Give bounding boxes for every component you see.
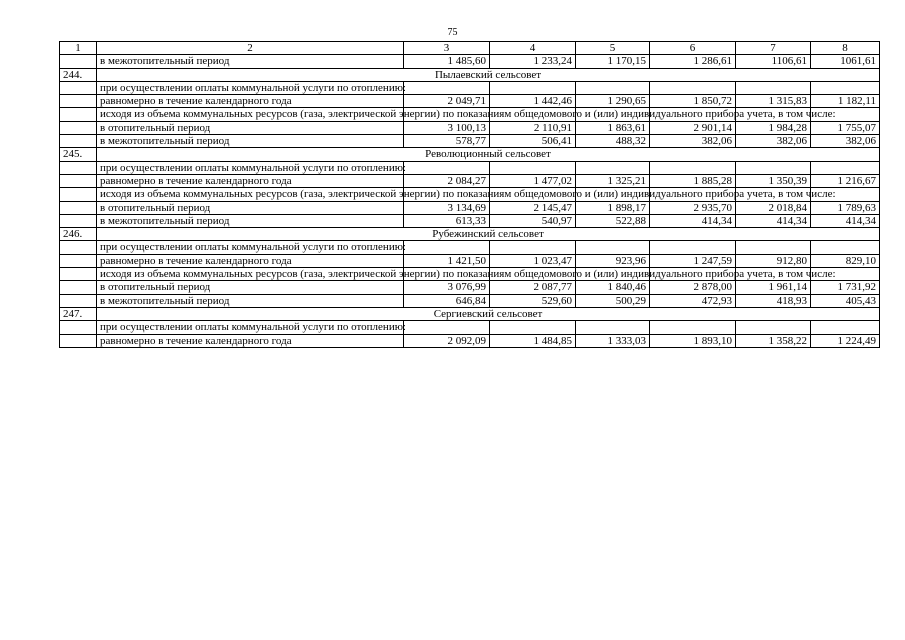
value-cell: 1 484,85: [490, 334, 576, 347]
value-cell: 912,80: [736, 254, 811, 267]
table-row: [60, 294, 880, 307]
section-number: 245.: [60, 148, 97, 161]
value-cell: 829,10: [811, 254, 880, 267]
value-cell: 1 247,59: [650, 254, 736, 267]
tariff-table: [59, 41, 880, 348]
empty-cell: [490, 81, 576, 94]
row-index: [60, 81, 97, 94]
header-cell: 8: [811, 42, 880, 55]
empty-cell: [404, 81, 490, 94]
value-cell: 646,84: [404, 294, 490, 307]
empty-cell: [576, 241, 650, 254]
table-row: [60, 108, 880, 121]
header-cell: 7: [736, 42, 811, 55]
table-row: [60, 135, 880, 148]
row-index: [60, 321, 97, 334]
row-index: [60, 135, 97, 148]
row-label: равномерно в течение календарного года: [97, 254, 404, 267]
row-description: исходя из объема коммунальных ресурсов (газа, электрической энергии) по показаниям общедомового и (или) индивидуального прибора учета, в том числе:: [97, 108, 404, 121]
table-row: [60, 55, 880, 68]
header-cell: 2: [97, 42, 404, 55]
section-number: 246.: [60, 228, 97, 241]
value-cell: 1 224,49: [811, 334, 880, 347]
section-title: Сергиевский сельсовет: [97, 307, 880, 320]
value-cell: 1 233,24: [490, 55, 576, 68]
section-header-row: [60, 68, 880, 81]
value-cell: 414,34: [650, 214, 736, 227]
value-cell: 1 731,92: [811, 281, 880, 294]
value-cell: 2 018,84: [736, 201, 811, 214]
value-cell: 418,93: [736, 294, 811, 307]
empty-cell: [404, 321, 490, 334]
table-row: [60, 268, 880, 281]
value-cell: 1 358,22: [736, 334, 811, 347]
value-cell: 1 325,21: [576, 174, 650, 187]
value-cell: 1 290,65: [576, 95, 650, 108]
value-cell: 3 100,13: [404, 121, 490, 134]
value-cell: 382,06: [736, 135, 811, 148]
row-index: [60, 334, 97, 347]
section-number: 247.: [60, 307, 97, 320]
empty-cell: [404, 161, 490, 174]
row-index: [60, 294, 97, 307]
value-cell: 1 421,50: [404, 254, 490, 267]
table-row: [60, 214, 880, 227]
empty-cell: [576, 81, 650, 94]
value-cell: 1 863,61: [576, 121, 650, 134]
value-cell: 1 350,39: [736, 174, 811, 187]
value-cell: 1106,61: [736, 55, 811, 68]
empty-cell: [650, 81, 736, 94]
empty-cell: [736, 241, 811, 254]
value-cell: 1 984,28: [736, 121, 811, 134]
value-cell: 506,41: [490, 135, 576, 148]
value-cell: 405,43: [811, 294, 880, 307]
empty-cell: [736, 81, 811, 94]
value-cell: 3 076,99: [404, 281, 490, 294]
row-label: в отопительный период: [97, 201, 404, 214]
section-header-row: [60, 307, 880, 320]
row-label: в отопительный период: [97, 121, 404, 134]
row-description: исходя из объема коммунальных ресурсов (газа, электрической энергии) по показаниям общедомового и (или) индивидуального прибора учета, в том числе:: [97, 188, 404, 201]
row-label: равномерно в течение календарного года: [97, 334, 404, 347]
value-cell: 2 935,70: [650, 201, 736, 214]
value-cell: 2 092,09: [404, 334, 490, 347]
value-cell: 1 961,14: [736, 281, 811, 294]
value-cell: 1 216,67: [811, 174, 880, 187]
row-index: [60, 174, 97, 187]
row-index: [60, 201, 97, 214]
value-cell: 488,32: [576, 135, 650, 148]
row-index: [60, 188, 97, 201]
empty-cell: [650, 321, 736, 334]
empty-cell: [576, 161, 650, 174]
page-number: 75: [447, 27, 458, 38]
row-index: [60, 268, 97, 281]
row-label: в межотопительный период: [97, 135, 404, 148]
row-label: в межотопительный период: [97, 55, 404, 68]
table-row: [60, 254, 880, 267]
empty-cell: [650, 161, 736, 174]
section-title: Рубежинский сельсовет: [97, 228, 880, 241]
row-description: исходя из объема коммунальных ресурсов (газа, электрической энергии) по показаниям общедомового и (или) индивидуального прибора учета, в том числе:: [97, 268, 404, 281]
row-index: [60, 214, 97, 227]
value-cell: 382,06: [811, 135, 880, 148]
section-title: Пылаевский сельсовет: [97, 68, 880, 81]
header-row: [60, 42, 880, 55]
value-cell: 472,93: [650, 294, 736, 307]
value-cell: 1 755,07: [811, 121, 880, 134]
value-cell: 1 286,61: [650, 55, 736, 68]
row-index: [60, 121, 97, 134]
value-cell: 1 170,15: [576, 55, 650, 68]
value-cell: 1 840,46: [576, 281, 650, 294]
table-row: [60, 241, 880, 254]
row-label: в межотопительный период: [97, 214, 404, 227]
empty-cell: [811, 241, 880, 254]
row-index: [60, 254, 97, 267]
value-cell: 522,88: [576, 214, 650, 227]
value-cell: 578,77: [404, 135, 490, 148]
table-row: [60, 81, 880, 94]
value-cell: 500,29: [576, 294, 650, 307]
table-body: [60, 42, 880, 348]
value-cell: 1061,61: [811, 55, 880, 68]
row-label: в межотопительный период: [97, 294, 404, 307]
row-description: при осуществлении оплаты коммунальной услуги по отоплению:: [97, 321, 404, 334]
table-row: [60, 281, 880, 294]
empty-cell: [650, 241, 736, 254]
table-row: [60, 321, 880, 334]
section-header-row: [60, 228, 880, 241]
value-cell: 1 442,46: [490, 95, 576, 108]
row-label: равномерно в течение календарного года: [97, 174, 404, 187]
empty-cell: [811, 161, 880, 174]
value-cell: 1 485,60: [404, 55, 490, 68]
value-cell: 1 182,11: [811, 95, 880, 108]
row-description: при осуществлении оплаты коммунальной услуги по отоплению:: [97, 81, 404, 94]
row-index: [60, 161, 97, 174]
value-cell: 1 898,17: [576, 201, 650, 214]
empty-cell: [490, 321, 576, 334]
value-cell: 1 885,28: [650, 174, 736, 187]
empty-cell: [404, 241, 490, 254]
row-description: при осуществлении оплаты коммунальной услуги по отоплению:: [97, 161, 404, 174]
section-header-row: [60, 148, 880, 161]
table-row: [60, 161, 880, 174]
empty-cell: [490, 161, 576, 174]
table-row: [60, 334, 880, 347]
value-cell: 1 789,63: [811, 201, 880, 214]
section-number: 244.: [60, 68, 97, 81]
value-cell: 1 023,47: [490, 254, 576, 267]
table-row: [60, 121, 880, 134]
empty-cell: [811, 321, 880, 334]
header-cell: 6: [650, 42, 736, 55]
value-cell: 540,97: [490, 214, 576, 227]
value-cell: 1 333,03: [576, 334, 650, 347]
row-index: [60, 95, 97, 108]
value-cell: 2 084,27: [404, 174, 490, 187]
empty-cell: [576, 321, 650, 334]
value-cell: 2 145,47: [490, 201, 576, 214]
row-index: [60, 108, 97, 121]
value-cell: 414,34: [736, 214, 811, 227]
value-cell: 2 087,77: [490, 281, 576, 294]
value-cell: 1 477,02: [490, 174, 576, 187]
empty-cell: [811, 81, 880, 94]
empty-cell: [736, 321, 811, 334]
table-row: [60, 201, 880, 214]
header-cell: 4: [490, 42, 576, 55]
value-cell: 529,60: [490, 294, 576, 307]
header-cell: 1: [60, 42, 97, 55]
value-cell: 2 110,91: [490, 121, 576, 134]
row-index: [60, 241, 97, 254]
table-row: [60, 95, 880, 108]
value-cell: 1 850,72: [650, 95, 736, 108]
value-cell: 613,33: [404, 214, 490, 227]
empty-cell: [490, 241, 576, 254]
empty-cell: [736, 161, 811, 174]
row-index: [60, 55, 97, 68]
header-cell: 5: [576, 42, 650, 55]
row-description: при осуществлении оплаты коммунальной услуги по отоплению:: [97, 241, 404, 254]
section-title: Революционный сельсовет: [97, 148, 880, 161]
table-row: [60, 188, 880, 201]
row-label: равномерно в течение календарного года: [97, 95, 404, 108]
row-label: в отопительный период: [97, 281, 404, 294]
value-cell: 1 893,10: [650, 334, 736, 347]
value-cell: 2 901,14: [650, 121, 736, 134]
row-index: [60, 281, 97, 294]
value-cell: 2 878,00: [650, 281, 736, 294]
value-cell: 382,06: [650, 135, 736, 148]
table-row: [60, 174, 880, 187]
value-cell: 3 134,69: [404, 201, 490, 214]
value-cell: 414,34: [811, 214, 880, 227]
value-cell: 923,96: [576, 254, 650, 267]
value-cell: 1 315,83: [736, 95, 811, 108]
header-cell: 3: [404, 42, 490, 55]
value-cell: 2 049,71: [404, 95, 490, 108]
